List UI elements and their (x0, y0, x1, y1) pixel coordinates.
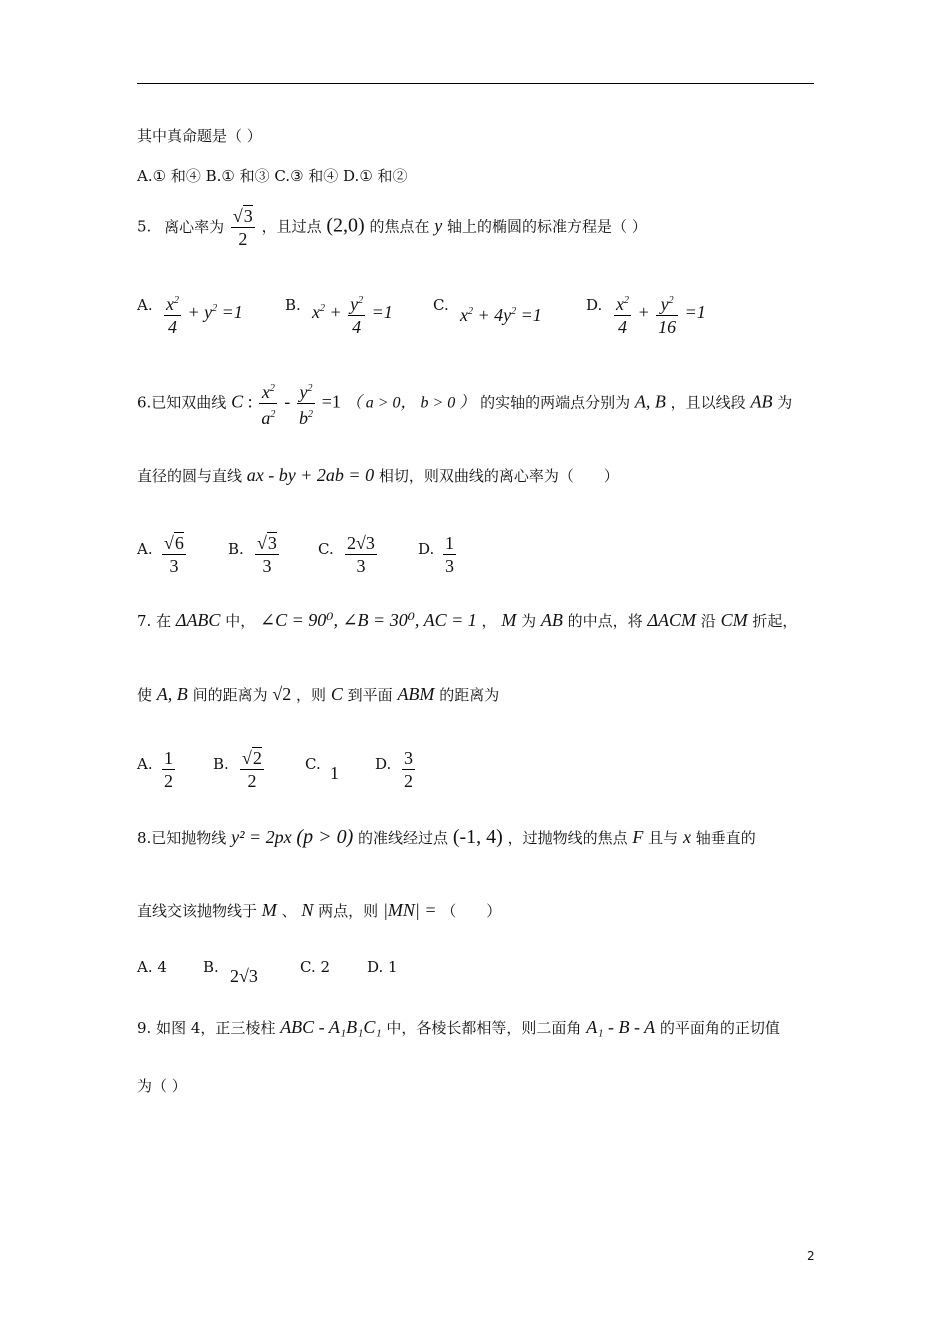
q7-stem-line2: 使 A, B 间的距离为 √2 ，则 C 到平面 ABM 的距离为 (137, 684, 500, 704)
q5-eccentricity: $\frac{√3}{2}$ (232, 206, 253, 249)
q4-stem: 其中真命题是（ ） (137, 127, 262, 145)
q5-point: (2,0) (326, 214, 365, 237)
q8-stem-line2: 直线交该抛物线于 M 、 N 两点，则 |MN| = （ ） (137, 900, 502, 920)
q8-parabola-eq: y² = 2px (231, 827, 292, 847)
q9-dihedral-angle: A₁ - B - A (586, 1017, 656, 1037)
q5-number: 5. (137, 217, 152, 236)
q6-option-c: $\frac{2√3}{3}$ (347, 533, 375, 576)
q6-option-d: $\frac{1}{3}$ (445, 533, 454, 576)
q6-option-a: $\frac{√6}{3}$ (164, 533, 184, 576)
q9-stem-line2: 为（ ） (137, 1077, 187, 1095)
q6-line-equation: ax - by + 2ab = 0 (246, 465, 375, 485)
q5-option-c: $x^2 + 4y^2 =1$ (460, 305, 542, 325)
q4-options: A.① 和④ B.① 和③ C.③ 和④ D.① 和② (137, 167, 408, 185)
q5-option-d: $\frac{x^2}{4}$ + $\frac{y^2}{16}$ =1 (612, 290, 706, 338)
q8-option-a: A. 4 (137, 958, 167, 976)
q8-option-b-label: B. (203, 958, 219, 976)
q8-option-d: D. 1 (367, 958, 398, 976)
q6-option-b: $\frac{√3}{3}$ (257, 533, 277, 576)
header-rule (137, 83, 814, 84)
q6-hyperbola-eq: $\frac{x^2}{a^2}$ (259, 378, 277, 429)
q8-option-c: C. 2 (300, 958, 331, 976)
q9-stem: 9. 如图 4，正三棱柱 ABC - A₁B₁C₁ 中，各棱长都相等，则二面角 A₁ - B - A 的平面角的正切值 (137, 1017, 780, 1037)
q8-mn-length: |MN| = (382, 900, 437, 920)
q7-stem: 7. 在 ΔABC 中， ∠C = 90⁰, ∠B = 30⁰, AC = 1 ， M 为 AB 的中点，将 ΔACM 沿 CM 折起， (137, 610, 798, 630)
q8-stem: 8.已知抛物线 y² = 2px (p > 0) 的准线经过点 (-1, 4) ，过抛物线的焦点 F 且与 x 轴垂直的 (137, 826, 756, 848)
q5-option-a: $\frac{x^2}{4}$ + $y^2 =1$ (162, 290, 243, 338)
q6-stem-line2: 直径的圆与直线 ax - by + 2ab = 0 相切，则双曲线的离心率为（ ） (137, 465, 619, 485)
q5-stem: 5. 离心率为 $\frac{√3}{2}$ ，且过点 (2,0) 的焦点在 y 轴上的椭圆的标准方程是（ ） (137, 206, 647, 249)
q7-option-b: $\frac{√2}{2}$ (242, 748, 262, 791)
q6-stem: 6.已知双曲线 C : $\frac{x^2}{a^2}$ - $\frac{y^2}{b^2}$ =1 （ a > 0， b > 0 ） 的实轴的两端点分别为 A, B ，且以线段 AB 为 (137, 378, 792, 429)
q7-option-a: $\frac{1}{2}$ (164, 748, 173, 791)
q5-option-b: $x^2$ + $\frac{y^2}{4}$ =1 (312, 290, 393, 338)
q7-conditions: ∠C = 90⁰, ∠B = 30⁰, AC = 1 (260, 610, 477, 630)
page-number: 2 (807, 1249, 815, 1263)
q7-option-c: 1 (330, 763, 339, 783)
q8-point: (-1, 4) (452, 826, 503, 848)
q7-option-d: $\frac{3}{2}$ (404, 748, 413, 791)
q9-prism: ABC - A₁B₁C₁ (280, 1017, 382, 1037)
q8-option-b-value: 2√3 (230, 966, 258, 986)
